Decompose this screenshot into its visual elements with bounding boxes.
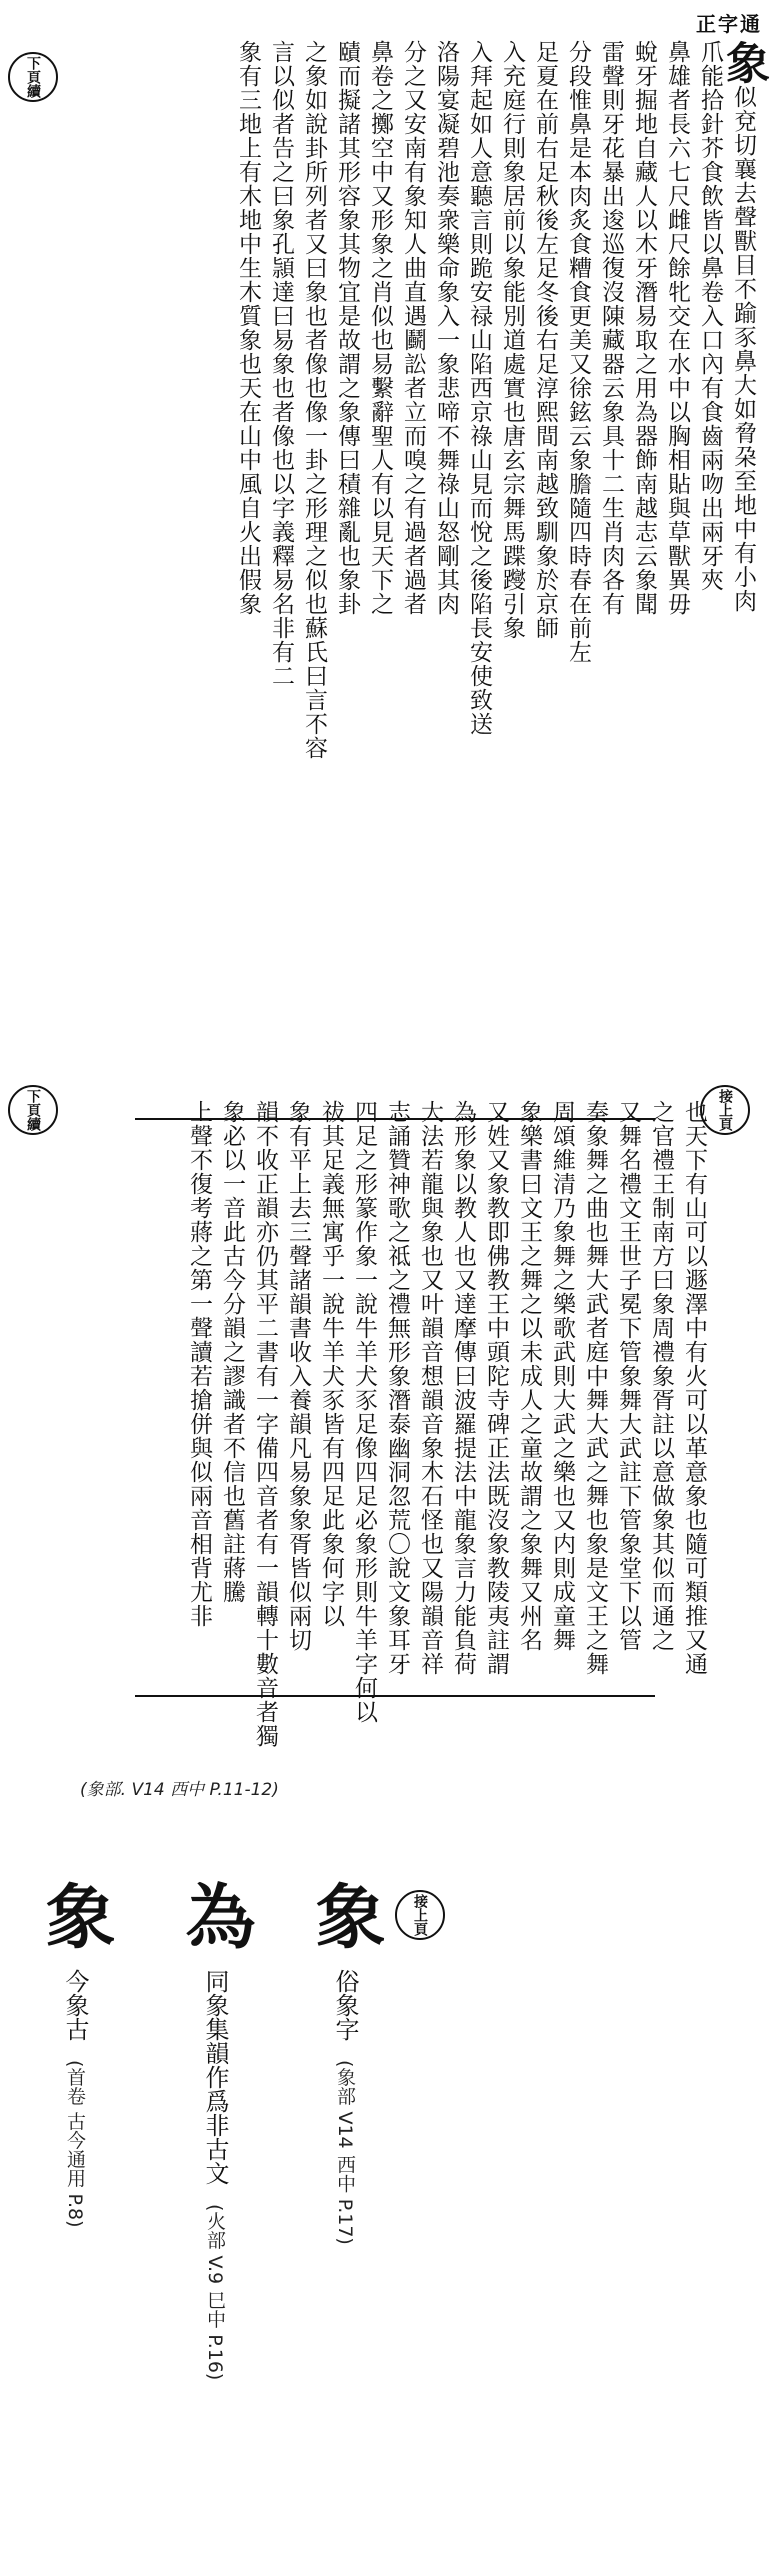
from-previous-badge-entry: 接上頁 xyxy=(395,1890,445,1940)
entry-1-note: (象部 V14 西中 P.17) xyxy=(334,2060,356,2245)
section1-col-5: 雷聲則牙花暴出逡巡復沒陳藏器云象具十二生肖肉各有 xyxy=(598,40,624,616)
section2-col-15: 象必以一音此古今分韻之謬識者不信也舊註蔣騰 xyxy=(219,1100,245,1604)
continue-badge-middle: 下頁續 xyxy=(8,1085,58,1135)
section1-col-15: 言以似者告之曰象孔頴達曰易象也者像也以字義釋易名非有二 xyxy=(268,40,294,688)
entry-1-text: 俗象字 xyxy=(331,1969,359,2041)
section1-col-12: 鼻卷之擲空中又形象之肖似也易繫辭聖人有以見天下之 xyxy=(367,40,393,616)
section1-col-7: 足夏在前右足秋後左足冬後右足淳熙間南越致馴象於京師 xyxy=(532,40,558,640)
entry-2-glyph: 為 xyxy=(174,1880,257,1950)
section2-col-3: 又舞名禮文王世子冕下管象舞大武註下管象堂下以管 xyxy=(615,1100,641,1652)
section2-col-11: 四足之形篆作象一說牛羊犬豕足像四足必象形則牛羊字何以 xyxy=(351,1100,377,1724)
section1-col-16: 象有三地上有木地中生木質象也天在山中風自火出假象 xyxy=(235,40,261,616)
section1-col-9: 入拜起如人意聽言則跪安禄山陷西京祿山見而悅之後陷長安使致送 xyxy=(466,40,492,736)
entry-2 xyxy=(175,1880,255,2500)
section2-col-14: 韻不收正韻亦仍其平二書有一字備四音者有一韻轉十數音者獨 xyxy=(252,1100,278,1748)
section2-col-12: 祓其足義無寓乎一說牛羊犬豕皆有四足此象何字以 xyxy=(318,1100,344,1628)
section2-text xyxy=(60,1100,710,1760)
section1-col-1: 象似兗切襄去聲獸目不踰豕鼻大如脅朶至地中有小肉 xyxy=(718,40,769,613)
entry-1 xyxy=(305,1880,385,2480)
section2-col-6: 象樂書曰文王之舞之以未成人之童故謂之象舞又州名 xyxy=(516,1100,542,1652)
section2-col-7: 又姓又象教即佛教王中頭陀寺碑正法既沒象教陵夷註謂 xyxy=(483,1100,509,1676)
section2-col-9: 大法若龍與象也又叶韻音想韻音象木石怪也又陽韻音祥 xyxy=(417,1100,443,1676)
entry-3-text: 今象古 xyxy=(61,1969,89,2041)
section1-headword: 象 xyxy=(718,40,769,85)
section2-col-2: 之官禮王制南方曰象周禮象胥註以意做象其似而通之 xyxy=(648,1100,674,1652)
section1-col-4: 蛻牙掘地自藏人以木牙潛易取之用為器飾南越志云象聞 xyxy=(631,40,657,616)
entry-3 xyxy=(35,1880,115,2520)
section1-col-14: 之象如說卦所列者又曰象也者像也像一卦之形理之似也蘇氏曰言不容 xyxy=(301,40,327,760)
entry-2-text: 同象集韻作爲非古文 xyxy=(201,1969,229,2185)
continue-badge-top: 下頁續 xyxy=(8,52,58,102)
section2-col-16: 上聲不復考蔣之第一聲讀若搶併與似兩音相背尤非 xyxy=(186,1100,212,1628)
section1-col-8: 入充庭行則象居前以象能別道處實也唐玄宗舞馬蹀躞引象 xyxy=(499,40,525,640)
page-corner-label: 正字通 xyxy=(696,12,762,36)
from-previous-badge-middle: 接上頁 xyxy=(700,1085,750,1135)
section2-source-note: (象部. V14 西中 P.11-12) xyxy=(80,1780,279,1800)
entry-2-note: (火部 V.9 巳中 P.16) xyxy=(204,2204,226,2381)
section2-col-10: 志誦贊神歌之祗之禮無形象潛泰幽洞忽荒〇說文象耳牙 xyxy=(384,1100,410,1676)
section2-col-8: 為形象以教人也又達摩傳曰波羅提法中龍象言力能負荷 xyxy=(450,1100,476,1676)
entry-3-note: (首卷 古今通用 P.8) xyxy=(64,2060,86,2228)
section2-col-1: 也天下有山可以遯澤中有火可以革意象也隨可類推又通 xyxy=(681,1100,707,1676)
section1-col-10: 洛陽宴凝碧池奏衆樂命象入一象悲啼不舞祿山怒剛其肉 xyxy=(433,40,459,616)
entry-1-glyph: 象 xyxy=(304,1880,387,1950)
section2-col-5: 周頌維清乃象舞之樂歌武則大武之樂也又内則成童舞 xyxy=(549,1100,575,1652)
section2-col-4: 奏象舞之曲也舞大武者庭中舞大武之舞也象是文王之舞 xyxy=(582,1100,608,1676)
entry-3-glyph: 象 xyxy=(34,1880,117,1950)
section1-col-13: 賾而擬諸其形容象其物宜是故謂之象傳曰積雜亂也象卦 xyxy=(334,40,360,616)
section1-text xyxy=(70,40,769,1040)
section2-col-13: 象有平上去三聲諸韻書收入養韻凡易象象胥皆似兩切 xyxy=(285,1100,311,1652)
section1-col-11: 分之又安南有象知人曲直遇鬬訟者立而嗅之有過者過者 xyxy=(400,40,426,616)
section1-col-3: 鼻雄者長六七尺雌尺餘牝交在水中以胸相貼與草獸異毋 xyxy=(664,40,690,616)
section1-col-6: 分段惟鼻是本肉炙食糟食更美又徐鉉云象膽隨四時春在前左 xyxy=(565,40,591,664)
section1-col-2: 爪能拾針芥食飲皆以鼻卷入口內有食齒兩吻出兩牙夾 xyxy=(697,40,723,592)
